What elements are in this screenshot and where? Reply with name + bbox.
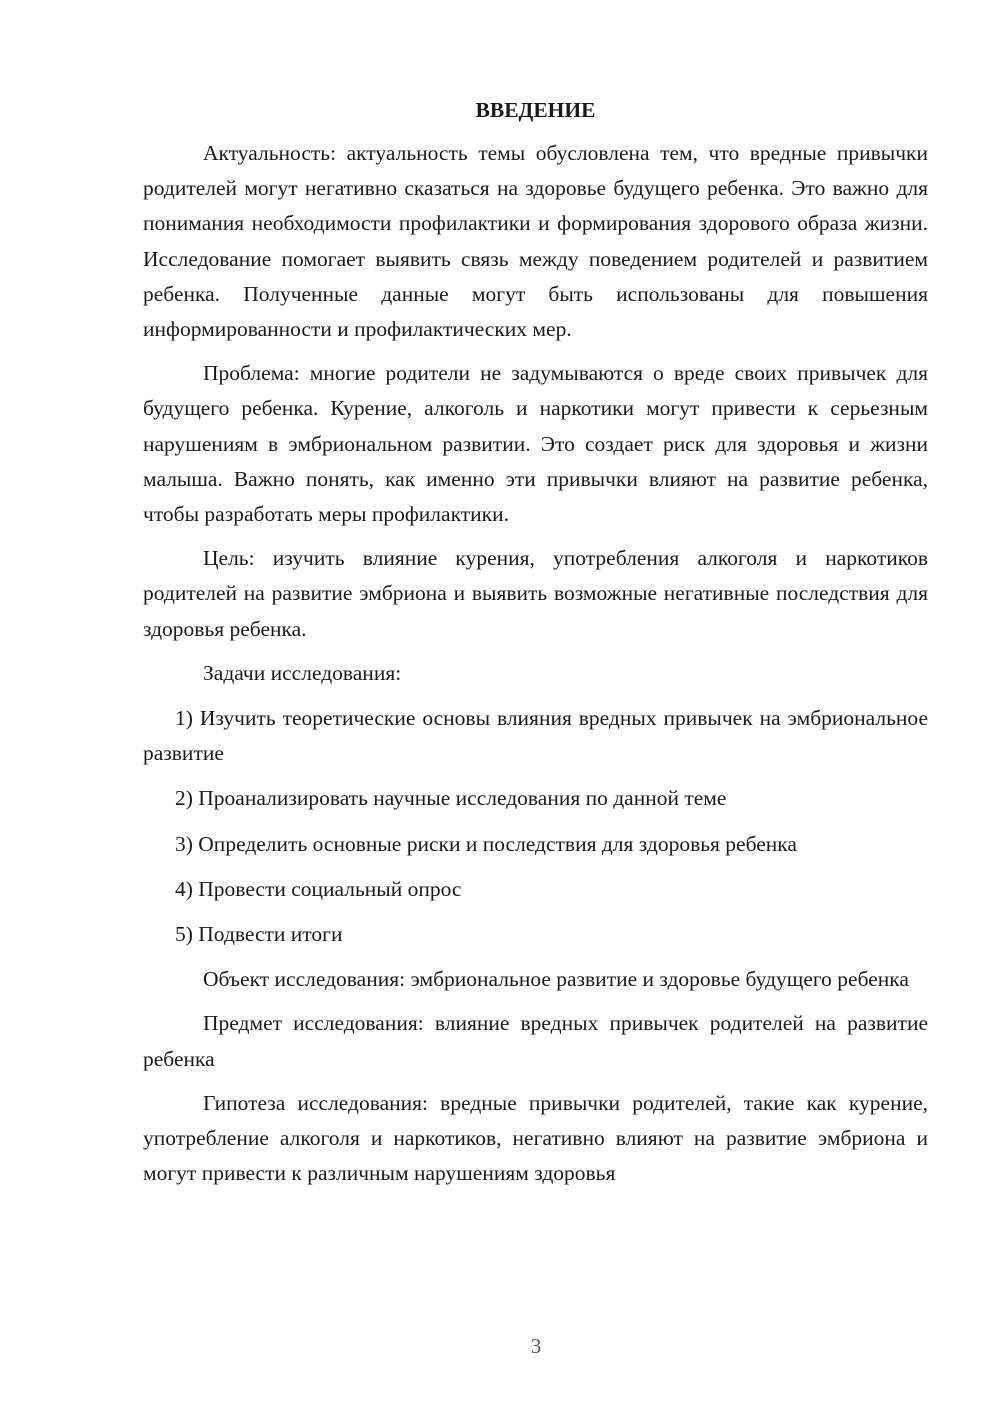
task-item-4: 4) Провести социальный опрос [175,876,462,901]
tasks-heading: Задачи исследования: [203,660,402,685]
task-item-1: 1) Изучить теоретические основы влияния вредных привычек на эмбриональное развитие [143,706,928,766]
task-item-3: 3) Определить основные риски и последствия для здоровья ребенка [175,831,797,856]
problem-paragraph: Проблема: многие родители не задумываются о вреде своих привычек для будущего ребенка. Курение, алкоголь и наркотики могут привести к серьезным нарушениям в эмбриональном развитии. Это создает риск для здоровья и жизни малыша. Важно понять, как именно эти привычки влияют на развитие ребенка, чтобы разработать меры профилактики. [143,361,928,527]
page-number: 3 [530,1334,542,1358]
task-item-2: 2) Проанализировать научные исследования по данной теме [175,786,727,811]
relevance-paragraph: Актуальность: актуальность темы обусловлена тем, что вредные привычки родителей могут негативно сказаться на здоровье будущего ребенка. Это важно для понимания необходимости профилактики и формирования здорового образа жизни. Исследование помогает выявить связь между поведением родителей и развитием ребенка. Полученные данные могут быть использованы для повышения информированности и профилактических мер. [143,141,928,342]
object-paragraph: Объект исследования: эмбриональное развитие и здоровье будущего ребенка [203,967,909,992]
document-page [143,92,928,1200]
hypothesis-paragraph: Гипотеза исследования: вредные привычки родителей, такие как курение, употребление алкоголя и наркотиков, негативно влияют на развитие эмбриона и могут привести к различным нарушениям здоровья [143,1090,928,1186]
task-item-5: 5) Подвести итоги [175,922,343,947]
section-title: ВВЕДЕНИЕ [475,98,596,122]
goal-paragraph: Цель: изучить влияние курения, употребления алкоголя и наркотиков родителей на развитие эмбриона и выявить возможные негативные последствия для здоровья ребенка. [143,546,928,641]
subject-paragraph: Предмет исследования: влияние вредных привычек родителей на развитие ребенка [143,1011,928,1071]
